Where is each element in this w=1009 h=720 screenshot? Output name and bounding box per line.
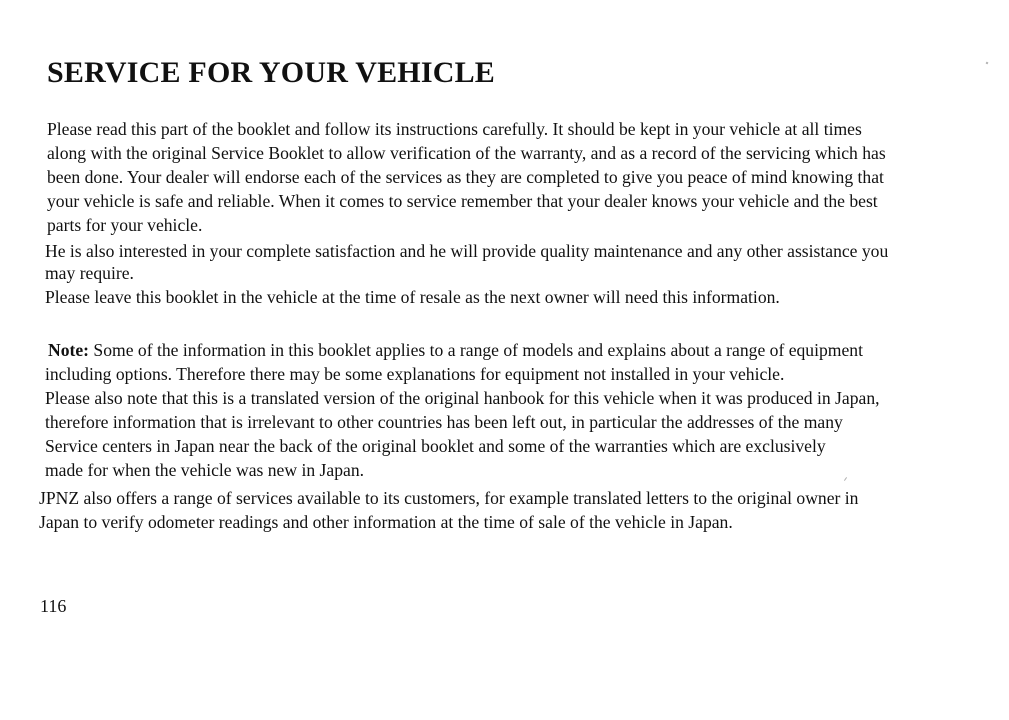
intro-line: been done. Your dealer will endorse each of the services as they are completed to give you peace of mind knowing that (47, 167, 884, 187)
note-line: therefore information that is irrelevant to other countries has been left out, in particular the addresses of the many (45, 412, 843, 432)
intro-line: He is also interested in your complete satisfaction and he will provide quality maintenance and any other assistance you (45, 241, 889, 261)
intro-line: your vehicle is safe and reliable. When it comes to service remember that your dealer knows your vehicle and the best (47, 191, 878, 211)
scan-speck (844, 477, 847, 481)
note-first-line (48, 340, 863, 361)
note-line: Service centers in Japan near the back of the original booklet and some of the warranties which are exclusively (45, 436, 826, 456)
intro-line: Please read this part of the booklet and follow its instructions carefully. It should be kept in your vehicle at all times (47, 119, 862, 139)
note-line: JPNZ also offers a range of services available to its customers, for example translated letters to the original owner in (39, 488, 859, 508)
note-line: including options. Therefore there may be some explanations for equipment not installed in your vehicle. (45, 364, 785, 384)
scan-speck (986, 62, 989, 65)
intro-line: may require. (45, 263, 134, 283)
note-line: Japan to verify odometer readings and other information at the time of sale of the vehicle in Japan. (39, 512, 733, 532)
note-first-line-text: Some of the information in this booklet applies to a range of models and explains about a range of equipment (89, 340, 863, 360)
page-title: SERVICE FOR YOUR VEHICLE (47, 56, 495, 89)
note-line: made for when the vehicle was new in Japan. (45, 460, 365, 480)
intro-line: Please leave this booklet in the vehicle at the time of resale as the next owner will need this information. (45, 287, 780, 307)
intro-line: parts for your vehicle. (47, 215, 203, 235)
note-label: Note: (48, 340, 90, 360)
intro-line: along with the original Service Booklet to allow verification of the warranty, and as a record of the servicing which has (47, 143, 886, 163)
page-number: 116 (40, 596, 67, 616)
note-line: Please also note that this is a translated version of the original hanbook for this vehicle when it was produced in Japan, (45, 388, 880, 408)
